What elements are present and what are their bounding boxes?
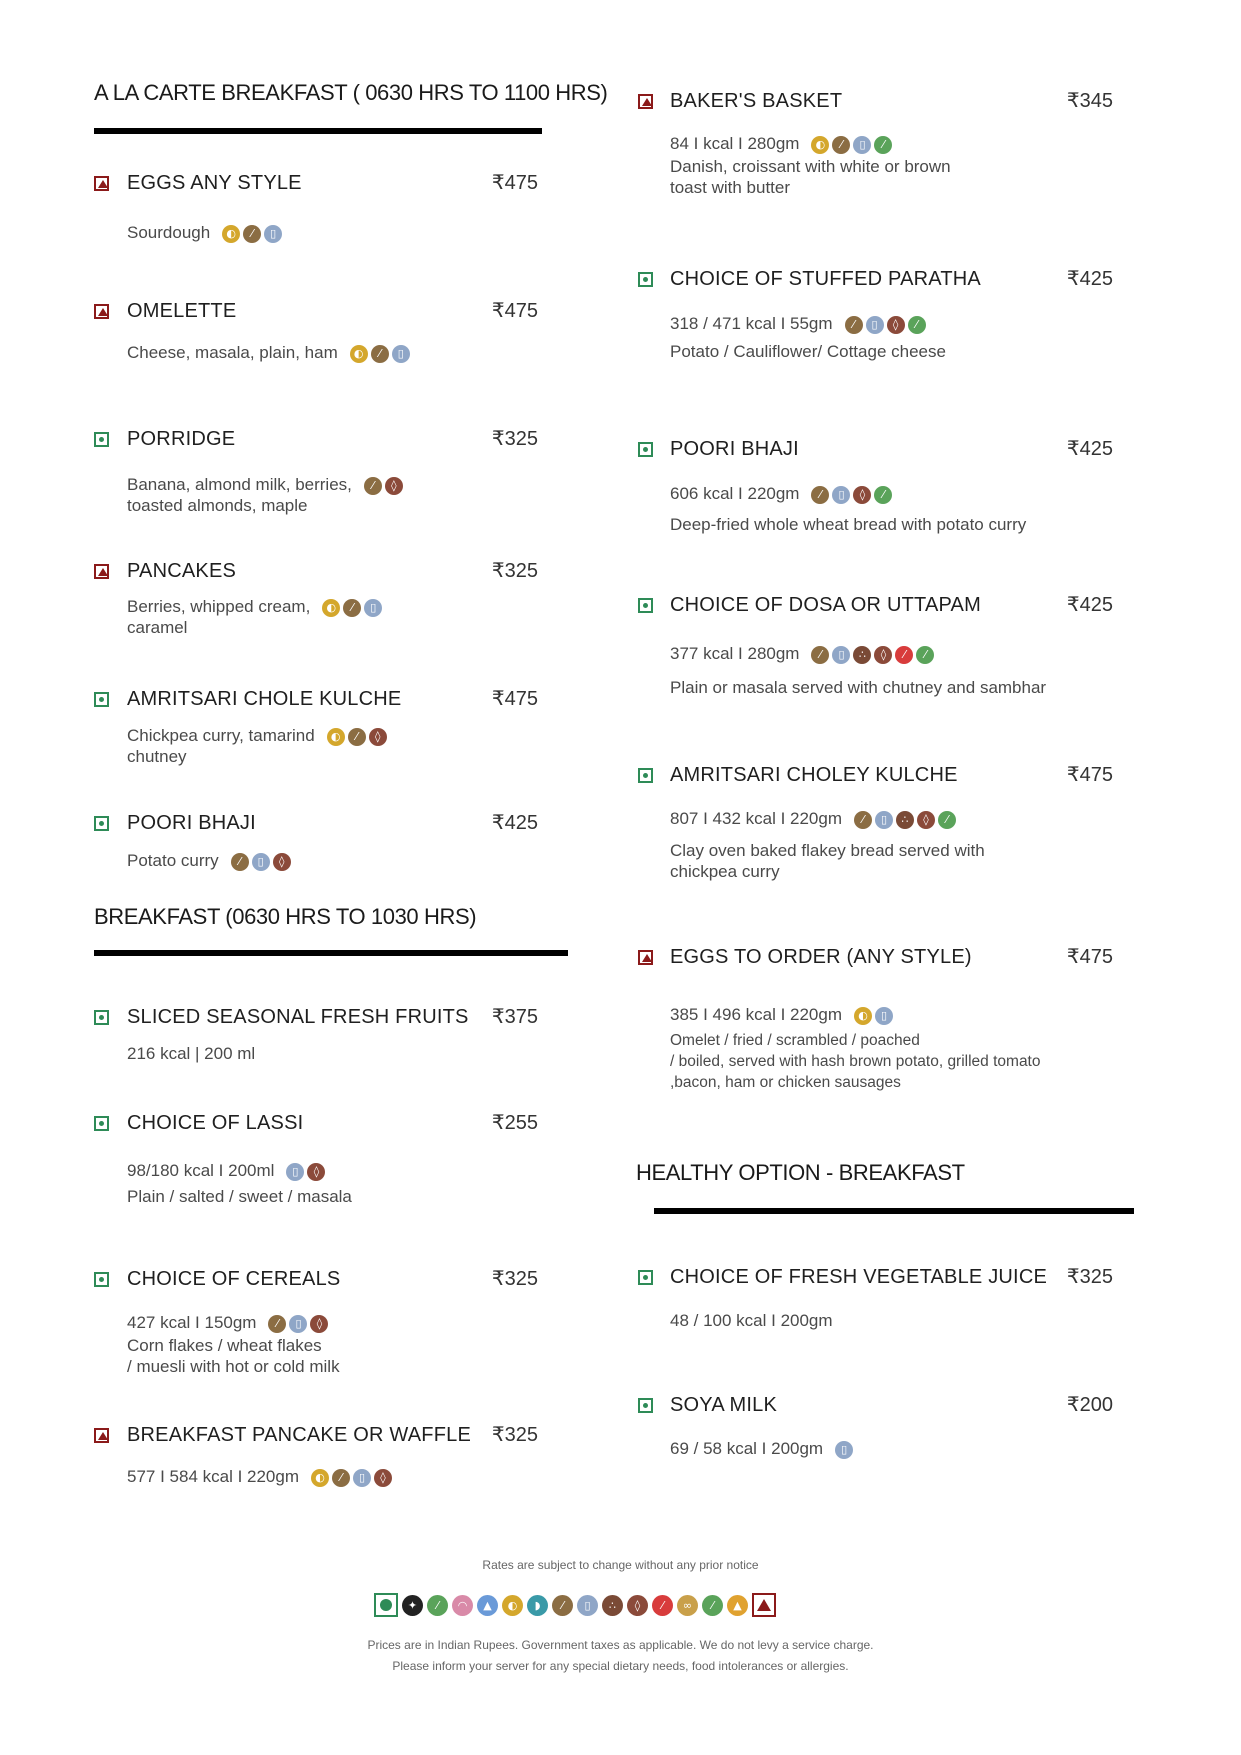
sesame-icon: ∴ [853,646,871,664]
menu-item-price: ₹425 [1066,594,1113,616]
description-text: 98/180 kcal I 200ml [127,1161,275,1180]
gluten-icon: ⁄ [348,728,366,746]
menu-item-description [127,222,282,243]
description-text: Cheese, masala, plain, ham [127,343,338,362]
description-text: / muesli with hot or cold milk [127,1357,340,1376]
menu-item-description [670,1073,901,1093]
menu-item-price: ₹425 [1066,438,1113,460]
dairy-icon: ▯ [353,1469,371,1487]
description-text: 427 kcal I 150gm [127,1313,257,1332]
menu-item-description [127,596,382,617]
menu-item-description [127,1160,325,1181]
gluten-icon: ⁄ [343,599,361,617]
nuts-icon: ◊ [853,486,871,504]
description-text: Potato / Cauliflower/ Cottage cheese [670,342,946,361]
menu-item-name: POORI BHAJI [127,812,256,834]
allergen-icons [845,316,926,334]
description-text: Potato curry [127,851,219,870]
menu-item-description [127,1312,328,1333]
gluten-icon: ⁄ [371,345,389,363]
description-text: Plain or masala served with chutney and sambhar [670,678,1047,697]
non-veg-mark-icon [752,1593,776,1617]
menu-item-description [127,617,187,638]
gluten-icon: ⁄ [364,477,382,495]
menu-item-price: ₹475 [491,300,538,322]
description-text: Plain / salted / sweet / masala [127,1187,352,1206]
allergen-icons [811,646,934,664]
menu-item-description [127,1335,322,1356]
menu-item-price: ₹475 [491,688,538,710]
description-text: toasted almonds, maple [127,496,308,515]
sesame-icon: ∴ [602,1595,623,1616]
nuts-icon: ◊ [887,316,905,334]
description-text: 69 / 58 kcal I 200gm [670,1439,824,1458]
non-veg-mark-icon [94,304,109,319]
veg-mark-icon [638,1270,653,1285]
description-text: Chickpea curry, tamarind [127,726,315,745]
description-text: 807 I 432 kcal I 220gm [670,809,843,828]
dairy-icon: ▯ [875,811,893,829]
menu-item-name: CHOICE OF CEREALS [127,1268,341,1290]
allergen-icons [811,486,892,504]
allergen-icons [286,1163,325,1181]
veg-mark-icon [94,816,109,831]
menu-item-description [127,746,187,767]
menu-item-name: SOYA MILK [670,1394,778,1416]
dairy-icon: ▯ [577,1595,598,1616]
menu-item-price: ₹325 [491,560,538,582]
egg-icon: ◐ [322,599,340,617]
fish-icon: ◠ [452,1595,473,1616]
veg-mark-icon [638,272,653,287]
description-text: 318 / 471 kcal I 55gm [670,314,833,333]
allergen-icons [811,136,892,154]
prices-note: Prices are in Indian Rupees. Government taxes as applicable. We do not levy a service charge. [367,1638,874,1652]
description-text: 84 I kcal I 280gm [670,134,800,153]
description-text: Corn flakes / wheat flakes [127,1336,322,1355]
section-divider [654,1208,1134,1214]
menu-item-description [670,156,951,177]
menu-item-name: CHOICE OF DOSA OR UTTAPAM [670,594,981,616]
egg-icon: ◐ [350,345,368,363]
menu-item-description [670,313,926,334]
dairy-icon: ▯ [832,486,850,504]
menu-item-description [127,474,403,495]
description-text: Banana, almond milk, berries, [127,475,352,494]
nuts-icon: ◊ [273,853,291,871]
egg-icon: ◐ [854,1007,872,1025]
menu-item-description [670,840,985,861]
description-text: / boiled, served with hash brown potato, grilled tomato [670,1053,1041,1070]
menu-item-name: SLICED SEASONAL FRESH FRUITS [127,1006,469,1028]
chilli-icon: ⁄ [652,1595,673,1616]
menu-item-name: OMELETTE [127,300,237,322]
menu-item-price: ₹325 [491,1424,538,1446]
gluten-icon: ⁄ [268,1315,286,1333]
nuts-icon: ◊ [307,1163,325,1181]
description-text: Sourdough [127,223,211,242]
allergen-icons [364,477,403,495]
section-title-breakfast: BREAKFAST (0630 HRS TO 1030 HRS) [94,904,477,929]
egg-icon: ◐ [327,728,345,746]
egg-icon: ◐ [222,225,240,243]
veg-mark-icon [94,1272,109,1287]
dairy-icon: ▯ [264,225,282,243]
gluten-icon: ⁄ [231,853,249,871]
non-veg-mark-icon [638,950,653,965]
celery-icon: ⁄ [874,136,892,154]
dairy-icon: ▯ [835,1441,853,1459]
menu-item-price: ₹425 [491,812,538,834]
gluten-icon: ⁄ [811,646,829,664]
chilli-icon: ⁄ [895,646,913,664]
menu-item-price: ₹475 [1066,946,1113,968]
menu-item-price: ₹375 [491,1006,538,1028]
gluten-icon: ⁄ [832,136,850,154]
mollusc-icon: ◗ [527,1595,548,1616]
menu-item-description [670,341,946,362]
menu-item-description [670,677,1046,698]
allergen-icons [268,1315,328,1333]
veg-mark-icon [638,442,653,457]
menu-item-price: ₹345 [1066,90,1113,112]
menu-item-description [670,861,780,882]
peanut-icon: ∞ [677,1595,698,1616]
menu-item-description [127,850,291,871]
gluten-icon: ⁄ [243,225,261,243]
menu-item-description [670,1438,853,1459]
celery-icon: ⁄ [874,486,892,504]
description-text: Omelet / fried / scrambled / poached [670,1032,920,1049]
menu-item-description [127,725,387,746]
menu-item-price: ₹255 [491,1112,538,1134]
mustard-icon: ▲ [727,1595,748,1616]
allergen-icons [322,599,382,617]
gluten-icon: ⁄ [854,811,872,829]
dairy-icon: ▯ [392,345,410,363]
menu-item-name: AMRITSARI CHOLEY KULCHE [670,764,958,786]
menu-item-description [670,483,892,504]
nuts-icon: ◊ [627,1595,648,1616]
sesame-icon: ∴ [896,811,914,829]
celery-icon: ⁄ [938,811,956,829]
menu-item-price: ₹475 [1066,764,1113,786]
dairy-icon: ▯ [875,1007,893,1025]
lupin-icon: ▲ [477,1595,498,1616]
dairy-icon: ▯ [286,1163,304,1181]
dietary-note: Please inform your server for any special dietary needs, food intolerances or allergies. [392,1659,849,1673]
menu-item-name: AMRITSARI CHOLE KULCHE [127,688,402,710]
allergen-icons [311,1469,392,1487]
crustacean-icon: ✦ [402,1595,423,1616]
menu-item-name: BREAKFAST PANCAKE OR WAFFLE [127,1424,471,1446]
gluten-icon: ⁄ [552,1595,573,1616]
nuts-icon: ◊ [310,1315,328,1333]
dairy-icon: ▯ [252,853,270,871]
gluten-icon: ⁄ [845,316,863,334]
menu-item-price: ₹475 [491,172,538,194]
section-title-healthy-option: HEALTHY OPTION - BREAKFAST [636,1160,965,1185]
veg-mark-icon [94,432,109,447]
dairy-icon: ▯ [289,1315,307,1333]
menu-item-description [127,1466,392,1487]
egg-icon: ◐ [502,1595,523,1616]
dairy-icon: ▯ [832,646,850,664]
menu-item-price: ₹325 [491,1268,538,1290]
menu-item-name: CHOICE OF LASSI [127,1112,304,1134]
section-title-a-la-carte: A LA CARTE BREAKFAST ( 0630 HRS TO 1100 HRS) [94,80,608,105]
menu-item-name: POORI BHAJI [670,438,799,460]
menu-item-name: BAKER'S BASKET [670,90,843,112]
menu-item-price: ₹425 [1066,268,1113,290]
veg-mark-icon [638,1398,653,1413]
dairy-icon: ▯ [364,599,382,617]
nuts-icon: ◊ [374,1469,392,1487]
herb-icon: ⁄ [702,1595,723,1616]
menu-item-description [670,1004,893,1025]
description-text: 216 kcal | 200 ml [127,1044,256,1063]
dairy-icon: ▯ [866,316,884,334]
veg-mark-icon [374,1593,398,1617]
menu-item-description [127,495,308,516]
veg-mark-icon [94,1010,109,1025]
description-text: toast with butter [670,178,791,197]
celery-icon: ⁄ [908,316,926,334]
allergen-icons [327,728,387,746]
non-veg-mark-icon [94,564,109,579]
nuts-icon: ◊ [874,646,892,664]
egg-icon: ◐ [311,1469,329,1487]
non-veg-mark-icon [94,1428,109,1443]
description-text: caramel [127,618,188,637]
description-text: 385 I 496 kcal I 220gm [670,1005,843,1024]
description-text: 606 kcal I 220gm [670,484,800,503]
menu-item-description [127,1043,255,1064]
allergen-icons [350,345,410,363]
menu-item-description [670,133,892,154]
non-veg-mark-icon [638,94,653,109]
description-text: ,bacon, ham or chicken sausages [670,1074,901,1091]
description-text: Clay oven baked flakey bread served with [670,841,985,860]
celery-icon: ⁄ [916,646,934,664]
allergen-icons [222,225,282,243]
veg-mark-icon [94,1116,109,1131]
veg-mark-icon [638,768,653,783]
description-text: 377 kcal I 280gm [670,644,800,663]
menu-item-name: PANCAKES [127,560,237,582]
egg-icon: ◐ [811,136,829,154]
allergen-legend [374,1593,776,1617]
allergen-icons [854,1007,893,1025]
dairy-icon: ▯ [853,136,871,154]
section-divider [94,128,542,134]
menu-item-name: CHOICE OF FRESH VEGETABLE JUICE [670,1266,1048,1288]
menu-item-name: PORRIDGE [127,428,236,450]
allergen-icons [854,811,956,829]
menu-item-description [127,1186,352,1207]
menu-item-description [670,1310,833,1331]
description-text: 48 / 100 kcal I 200gm [670,1311,833,1330]
gluten-icon: ⁄ [811,486,829,504]
menu-item-description [670,177,790,198]
description-text: 577 I 584 kcal I 220gm [127,1467,300,1486]
nuts-icon: ◊ [369,728,387,746]
allergen-icons [231,853,291,871]
menu-item-name: CHOICE OF STUFFED PARATHA [670,268,981,290]
menu-item-description [670,1052,1041,1072]
gluten-icon: ⁄ [332,1469,350,1487]
menu-item-price: ₹325 [491,428,538,450]
menu-item-description [670,1031,920,1051]
menu-item-price: ₹325 [1066,1266,1113,1288]
non-veg-mark-icon [94,176,109,191]
menu-item-name: EGGS ANY STYLE [127,172,302,194]
menu-item-price: ₹200 [1066,1394,1113,1416]
menu-item-description [670,808,956,829]
nuts-icon: ◊ [917,811,935,829]
description-text: Berries, whipped cream, [127,597,311,616]
description-text: Danish, croissant with white or brown [670,157,951,176]
description-text: chutney [127,747,187,766]
rates-note: Rates are subject to change without any prior notice [482,1558,759,1572]
menu-item-description [127,342,410,363]
description-text: Deep-fried whole wheat bread with potato curry [670,515,1027,534]
section-divider [94,950,568,956]
veg-mark-icon [638,598,653,613]
allergen-icons [835,1441,853,1459]
menu-item-description [670,514,1026,535]
description-text: chickpea curry [670,862,780,881]
menu-item-description [670,643,934,664]
veg-mark-icon [94,692,109,707]
celery-icon: ⁄ [427,1595,448,1616]
menu-item-description [127,1356,340,1377]
nuts-icon: ◊ [385,477,403,495]
menu-item-name: EGGS TO ORDER (ANY STYLE) [670,946,972,968]
